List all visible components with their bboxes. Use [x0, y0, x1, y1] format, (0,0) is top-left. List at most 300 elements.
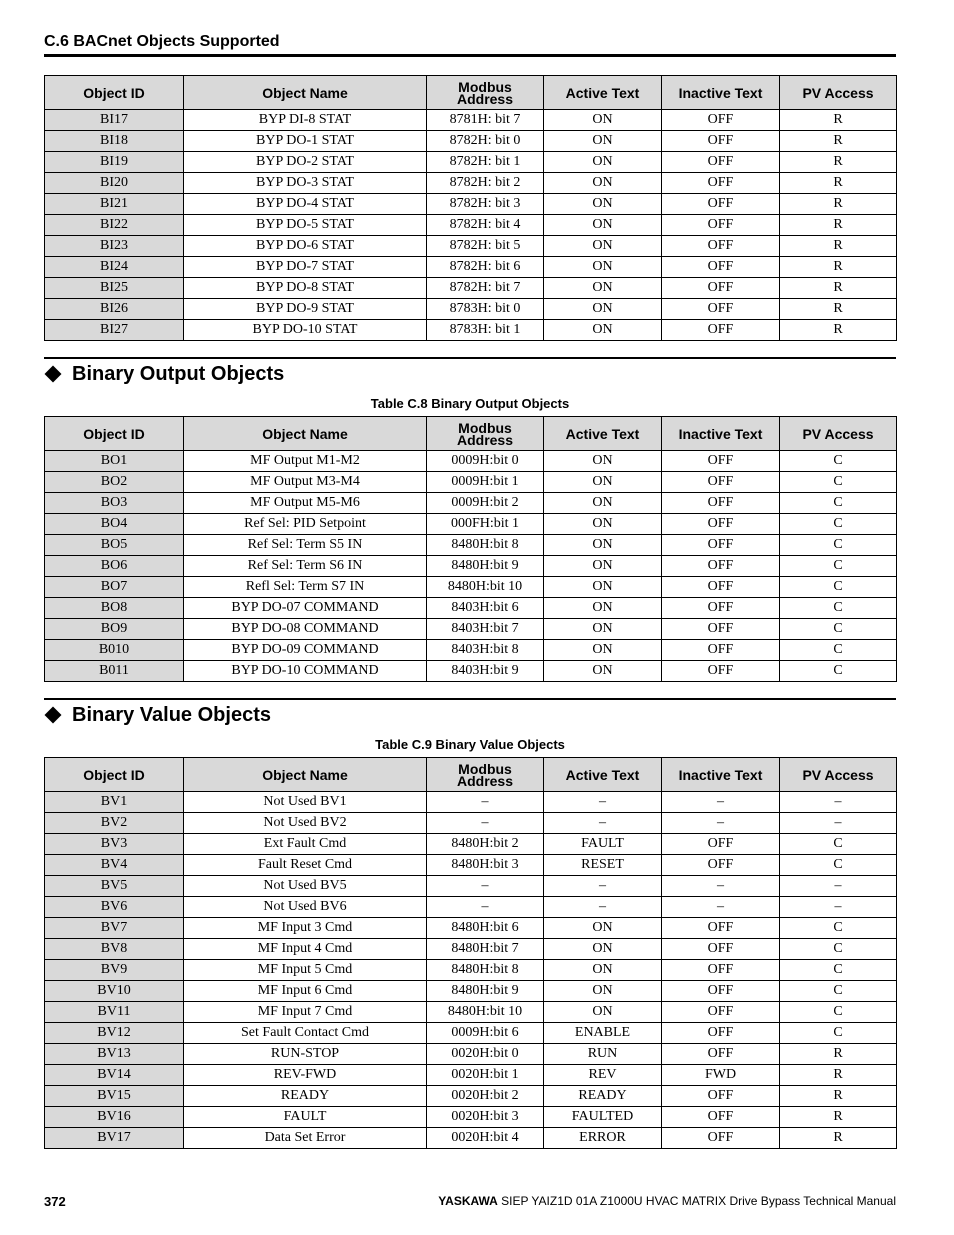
- cell-inactive-text: OFF: [662, 194, 780, 215]
- table-row: [45, 897, 897, 918]
- cell-active-text: ERROR: [544, 1128, 662, 1149]
- cell-active-text: ON: [544, 535, 662, 556]
- table-row: [45, 173, 897, 194]
- cell-object-id: BI25: [45, 278, 184, 299]
- cell-object-id: BO8: [45, 598, 184, 619]
- cell-pv-access: R: [780, 173, 897, 194]
- cell-object-id: BI26: [45, 299, 184, 320]
- cell-pv-access: R: [780, 194, 897, 215]
- table-row: [45, 960, 897, 981]
- table-binary-output: [44, 416, 897, 682]
- cell-object-name: Ref Sel: Term S5 IN: [184, 535, 427, 556]
- cell-object-id: BV1: [45, 792, 184, 813]
- header-object-name: Object Name: [184, 758, 427, 792]
- cell-object-id: BV17: [45, 1128, 184, 1149]
- cell-object-id: BI18: [45, 131, 184, 152]
- cell-object-id: B010: [45, 640, 184, 661]
- cell-modbus-address: 8782H: bit 6: [427, 257, 544, 278]
- cell-pv-access: R: [780, 152, 897, 173]
- cell-pv-access: C: [780, 598, 897, 619]
- heading-binary-value: [44, 702, 271, 728]
- header-inactive-text: Inactive Text: [662, 758, 780, 792]
- cell-object-name: MF Input 6 Cmd: [184, 981, 427, 1002]
- header-pv-access: PV Access: [780, 417, 897, 451]
- cell-modbus-address: 8403H:bit 9: [427, 661, 544, 682]
- cell-object-id: BO9: [45, 619, 184, 640]
- cell-pv-access: –: [780, 876, 897, 897]
- cell-pv-access: C: [780, 918, 897, 939]
- cell-modbus-address: –: [427, 876, 544, 897]
- cell-inactive-text: OFF: [662, 918, 780, 939]
- cell-active-text: ON: [544, 278, 662, 299]
- cell-inactive-text: OFF: [662, 1023, 780, 1044]
- cell-pv-access: R: [780, 110, 897, 131]
- footer-brand: YASKAWA: [438, 1194, 498, 1208]
- cell-modbus-address: 8782H: bit 4: [427, 215, 544, 236]
- cell-object-name: BYP DO-10 COMMAND: [184, 661, 427, 682]
- cell-inactive-text: OFF: [662, 577, 780, 598]
- table-row: [45, 792, 897, 813]
- cell-object-id: BV3: [45, 834, 184, 855]
- cell-active-text: ON: [544, 320, 662, 341]
- cell-inactive-text: OFF: [662, 535, 780, 556]
- heading-text: Binary Output Objects: [72, 362, 285, 385]
- table-row: [45, 472, 897, 493]
- cell-modbus-address: 8783H: bit 1: [427, 320, 544, 341]
- cell-modbus-address: 0020H:bit 3: [427, 1107, 544, 1128]
- table-row: [45, 813, 897, 834]
- cell-object-id: BV15: [45, 1086, 184, 1107]
- cell-modbus-address: –: [427, 897, 544, 918]
- cell-active-text: ON: [544, 556, 662, 577]
- cell-object-id: BV11: [45, 1002, 184, 1023]
- cell-pv-access: C: [780, 960, 897, 981]
- cell-object-name: BYP DO-07 COMMAND: [184, 598, 427, 619]
- cell-object-name: RUN-STOP: [184, 1044, 427, 1065]
- cell-inactive-text: OFF: [662, 834, 780, 855]
- cell-active-text: ON: [544, 131, 662, 152]
- header-object-name: Object Name: [184, 417, 427, 451]
- divider-rule: [44, 698, 896, 700]
- cell-object-id: BV12: [45, 1023, 184, 1044]
- table-row: [45, 577, 897, 598]
- cell-inactive-text: OFF: [662, 451, 780, 472]
- header-inactive-text: Inactive Text: [662, 76, 780, 110]
- cell-modbus-address: 8403H:bit 7: [427, 619, 544, 640]
- diamond-icon: [45, 366, 62, 383]
- cell-pv-access: R: [780, 1086, 897, 1107]
- cell-pv-access: –: [780, 897, 897, 918]
- cell-active-text: –: [544, 792, 662, 813]
- cell-inactive-text: –: [662, 792, 780, 813]
- cell-inactive-text: OFF: [662, 939, 780, 960]
- cell-modbus-address: 8782H: bit 0: [427, 131, 544, 152]
- cell-active-text: ON: [544, 640, 662, 661]
- cell-pv-access: C: [780, 577, 897, 598]
- cell-pv-access: C: [780, 661, 897, 682]
- cell-object-id: BI24: [45, 257, 184, 278]
- cell-active-text: ON: [544, 194, 662, 215]
- cell-object-id: BO1: [45, 451, 184, 472]
- header-pv-access: PV Access: [780, 76, 897, 110]
- table-row: [45, 535, 897, 556]
- cell-object-name: Not Used BV5: [184, 876, 427, 897]
- cell-active-text: –: [544, 876, 662, 897]
- cell-modbus-address: 8480H:bit 9: [427, 981, 544, 1002]
- cell-active-text: FAULTED: [544, 1107, 662, 1128]
- cell-object-name: BYP DO-5 STAT: [184, 215, 427, 236]
- header-object-id: Object ID: [45, 76, 184, 110]
- cell-pv-access: R: [780, 299, 897, 320]
- cell-modbus-address: 0020H:bit 0: [427, 1044, 544, 1065]
- cell-active-text: REV: [544, 1065, 662, 1086]
- cell-object-id: BV2: [45, 813, 184, 834]
- cell-object-id: BI19: [45, 152, 184, 173]
- table-row: [45, 278, 897, 299]
- cell-inactive-text: OFF: [662, 152, 780, 173]
- heading-binary-output: [44, 361, 284, 387]
- cell-modbus-address: 0020H:bit 2: [427, 1086, 544, 1107]
- cell-object-id: BV6: [45, 897, 184, 918]
- cell-modbus-address: –: [427, 792, 544, 813]
- cell-inactive-text: OFF: [662, 1128, 780, 1149]
- cell-object-name: BYP DO-3 STAT: [184, 173, 427, 194]
- cell-pv-access: C: [780, 556, 897, 577]
- cell-pv-access: R: [780, 215, 897, 236]
- cell-inactive-text: OFF: [662, 131, 780, 152]
- table-caption: Table C.9 Binary Value Objects: [375, 737, 565, 752]
- footer-manual-title: [438, 1194, 896, 1208]
- cell-inactive-text: –: [662, 813, 780, 834]
- cell-object-id: BV16: [45, 1107, 184, 1128]
- cell-modbus-address: 0020H:bit 1: [427, 1065, 544, 1086]
- cell-object-name: BYP DO-1 STAT: [184, 131, 427, 152]
- cell-active-text: ON: [544, 577, 662, 598]
- heading-text: Binary Value Objects: [72, 703, 271, 726]
- table-row: [45, 1065, 897, 1086]
- cell-active-text: ON: [544, 173, 662, 194]
- header-inactive-text: Inactive Text: [662, 417, 780, 451]
- table-header-row: [45, 417, 897, 451]
- header-modbus-address: Modbus Address: [427, 758, 544, 792]
- cell-inactive-text: OFF: [662, 257, 780, 278]
- cell-pv-access: R: [780, 320, 897, 341]
- cell-active-text: ON: [544, 152, 662, 173]
- cell-active-text: ENABLE: [544, 1023, 662, 1044]
- cell-inactive-text: –: [662, 876, 780, 897]
- cell-modbus-address: 8782H: bit 2: [427, 173, 544, 194]
- cell-active-text: –: [544, 813, 662, 834]
- cell-object-id: BV10: [45, 981, 184, 1002]
- cell-inactive-text: FWD: [662, 1065, 780, 1086]
- cell-object-name: MF Input 5 Cmd: [184, 960, 427, 981]
- cell-inactive-text: OFF: [662, 598, 780, 619]
- table-row: [45, 939, 897, 960]
- cell-inactive-text: OFF: [662, 299, 780, 320]
- cell-pv-access: –: [780, 792, 897, 813]
- table-row: [45, 131, 897, 152]
- header-pv-access: PV Access: [780, 758, 897, 792]
- cell-object-id: BO2: [45, 472, 184, 493]
- cell-modbus-address: 8403H:bit 8: [427, 640, 544, 661]
- cell-object-name: Refl Sel: Term S7 IN: [184, 577, 427, 598]
- header-object-id: Object ID: [45, 758, 184, 792]
- cell-modbus-address: 8480H:bit 3: [427, 855, 544, 876]
- cell-object-id: BI17: [45, 110, 184, 131]
- cell-object-id: BO5: [45, 535, 184, 556]
- cell-object-id: BO4: [45, 514, 184, 535]
- cell-pv-access: C: [780, 451, 897, 472]
- cell-pv-access: R: [780, 1128, 897, 1149]
- cell-active-text: ON: [544, 451, 662, 472]
- cell-modbus-address: 8403H:bit 6: [427, 598, 544, 619]
- section-rule: [44, 54, 896, 57]
- cell-inactive-text: OFF: [662, 556, 780, 577]
- cell-object-name: Set Fault Contact Cmd: [184, 1023, 427, 1044]
- table-row: [45, 514, 897, 535]
- cell-object-name: Fault Reset Cmd: [184, 855, 427, 876]
- cell-pv-access: R: [780, 1065, 897, 1086]
- cell-modbus-address: 8480H:bit 7: [427, 939, 544, 960]
- cell-inactive-text: –: [662, 897, 780, 918]
- table-row: [45, 598, 897, 619]
- cell-object-name: BYP DI-8 STAT: [184, 110, 427, 131]
- cell-modbus-address: 8782H: bit 7: [427, 278, 544, 299]
- cell-pv-access: C: [780, 1023, 897, 1044]
- cell-inactive-text: OFF: [662, 110, 780, 131]
- cell-object-name: BYP DO-10 STAT: [184, 320, 427, 341]
- cell-modbus-address: 8480H:bit 8: [427, 960, 544, 981]
- table-row: [45, 1044, 897, 1065]
- cell-inactive-text: OFF: [662, 493, 780, 514]
- cell-inactive-text: OFF: [662, 619, 780, 640]
- cell-modbus-address: 8480H:bit 8: [427, 535, 544, 556]
- cell-inactive-text: OFF: [662, 661, 780, 682]
- header-modbus-address: Modbus Address: [427, 417, 544, 451]
- cell-active-text: ON: [544, 215, 662, 236]
- cell-object-name: MF Output M1-M2: [184, 451, 427, 472]
- cell-pv-access: C: [780, 834, 897, 855]
- cell-object-name: READY: [184, 1086, 427, 1107]
- cell-inactive-text: OFF: [662, 472, 780, 493]
- table-row: [45, 876, 897, 897]
- table-header-row: [45, 76, 897, 110]
- cell-object-name: BYP DO-6 STAT: [184, 236, 427, 257]
- cell-modbus-address: 0009H:bit 1: [427, 472, 544, 493]
- cell-modbus-address: 0009H:bit 6: [427, 1023, 544, 1044]
- cell-pv-access: –: [780, 813, 897, 834]
- cell-modbus-address: 8782H: bit 5: [427, 236, 544, 257]
- cell-active-text: ON: [544, 661, 662, 682]
- cell-pv-access: C: [780, 472, 897, 493]
- header-object-name: Object Name: [184, 76, 427, 110]
- page-number: 372: [44, 1194, 66, 1209]
- cell-object-id: BV5: [45, 876, 184, 897]
- cell-object-name: Not Used BV2: [184, 813, 427, 834]
- cell-object-name: Not Used BV6: [184, 897, 427, 918]
- cell-pv-access: C: [780, 1002, 897, 1023]
- cell-modbus-address: 8782H: bit 3: [427, 194, 544, 215]
- cell-modbus-address: 000FH:bit 1: [427, 514, 544, 535]
- cell-pv-access: R: [780, 257, 897, 278]
- cell-object-name: MF Input 3 Cmd: [184, 918, 427, 939]
- diamond-icon: [45, 707, 62, 724]
- cell-object-name: Ref Sel: PID Setpoint: [184, 514, 427, 535]
- cell-active-text: RUN: [544, 1044, 662, 1065]
- cell-object-name: Not Used BV1: [184, 792, 427, 813]
- cell-active-text: ON: [544, 939, 662, 960]
- cell-inactive-text: OFF: [662, 320, 780, 341]
- cell-modbus-address: 8782H: bit 1: [427, 152, 544, 173]
- cell-object-name: MF Output M5-M6: [184, 493, 427, 514]
- cell-modbus-address: 0009H:bit 0: [427, 451, 544, 472]
- table-row: [45, 619, 897, 640]
- table-row: [45, 110, 897, 131]
- table-caption: Table C.8 Binary Output Objects: [370, 396, 570, 411]
- cell-object-name: Ext Fault Cmd: [184, 834, 427, 855]
- cell-inactive-text: OFF: [662, 1086, 780, 1107]
- cell-object-name: Data Set Error: [184, 1128, 427, 1149]
- cell-object-id: BV13: [45, 1044, 184, 1065]
- cell-inactive-text: OFF: [662, 236, 780, 257]
- cell-object-name: FAULT: [184, 1107, 427, 1128]
- cell-object-id: BI27: [45, 320, 184, 341]
- header-active-text: Active Text: [544, 417, 662, 451]
- header-modbus-address: Modbus Address: [427, 76, 544, 110]
- cell-active-text: RESET: [544, 855, 662, 876]
- cell-inactive-text: OFF: [662, 514, 780, 535]
- cell-pv-access: C: [780, 981, 897, 1002]
- cell-active-text: ON: [544, 514, 662, 535]
- divider-rule: [44, 357, 896, 359]
- cell-pv-access: C: [780, 493, 897, 514]
- cell-object-id: BV14: [45, 1065, 184, 1086]
- cell-object-id: BV4: [45, 855, 184, 876]
- cell-active-text: READY: [544, 1086, 662, 1107]
- cell-modbus-address: 8781H: bit 7: [427, 110, 544, 131]
- cell-active-text: ON: [544, 981, 662, 1002]
- header-active-text: Active Text: [544, 76, 662, 110]
- cell-inactive-text: OFF: [662, 981, 780, 1002]
- cell-pv-access: R: [780, 236, 897, 257]
- cell-object-name: BYP DO-08 COMMAND: [184, 619, 427, 640]
- cell-object-id: BI22: [45, 215, 184, 236]
- cell-object-id: BV7: [45, 918, 184, 939]
- cell-object-id: BI21: [45, 194, 184, 215]
- cell-inactive-text: OFF: [662, 1002, 780, 1023]
- cell-modbus-address: 8783H: bit 0: [427, 299, 544, 320]
- cell-inactive-text: OFF: [662, 278, 780, 299]
- table-row: [45, 556, 897, 577]
- cell-pv-access: R: [780, 131, 897, 152]
- table-header-row: [45, 758, 897, 792]
- cell-object-id: BI20: [45, 173, 184, 194]
- cell-active-text: ON: [544, 110, 662, 131]
- header-active-text: Active Text: [544, 758, 662, 792]
- cell-object-name: BYP DO-8 STAT: [184, 278, 427, 299]
- cell-modbus-address: 8480H:bit 2: [427, 834, 544, 855]
- cell-active-text: ON: [544, 918, 662, 939]
- table-row: [45, 834, 897, 855]
- cell-active-text: ON: [544, 257, 662, 278]
- cell-pv-access: C: [780, 514, 897, 535]
- cell-active-text: ON: [544, 493, 662, 514]
- cell-inactive-text: OFF: [662, 640, 780, 661]
- table-row: [45, 1086, 897, 1107]
- cell-active-text: ON: [544, 619, 662, 640]
- cell-modbus-address: 8480H:bit 10: [427, 577, 544, 598]
- table-row: [45, 855, 897, 876]
- cell-pv-access: C: [780, 855, 897, 876]
- cell-object-name: BYP DO-2 STAT: [184, 152, 427, 173]
- cell-object-id: BO3: [45, 493, 184, 514]
- table-row: [45, 236, 897, 257]
- cell-object-name: MF Input 4 Cmd: [184, 939, 427, 960]
- cell-object-id: BO7: [45, 577, 184, 598]
- cell-pv-access: C: [780, 640, 897, 661]
- table-row: [45, 1002, 897, 1023]
- cell-active-text: ON: [544, 598, 662, 619]
- table-binary-value: [44, 757, 897, 1149]
- cell-pv-access: C: [780, 535, 897, 556]
- table-row: [45, 451, 897, 472]
- cell-inactive-text: OFF: [662, 855, 780, 876]
- cell-pv-access: C: [780, 619, 897, 640]
- cell-inactive-text: OFF: [662, 960, 780, 981]
- cell-object-id: BV8: [45, 939, 184, 960]
- cell-active-text: ON: [544, 472, 662, 493]
- table-row: [45, 194, 897, 215]
- cell-object-name: MF Input 7 Cmd: [184, 1002, 427, 1023]
- table-row: [45, 981, 897, 1002]
- cell-pv-access: R: [780, 1107, 897, 1128]
- cell-object-name: BYP DO-09 COMMAND: [184, 640, 427, 661]
- cell-modbus-address: 0020H:bit 4: [427, 1128, 544, 1149]
- table-row: [45, 152, 897, 173]
- cell-object-id: B011: [45, 661, 184, 682]
- table-row: [45, 1107, 897, 1128]
- cell-active-text: ON: [544, 236, 662, 257]
- cell-modbus-address: 8480H:bit 10: [427, 1002, 544, 1023]
- cell-inactive-text: OFF: [662, 173, 780, 194]
- cell-modbus-address: 8480H:bit 6: [427, 918, 544, 939]
- cell-object-name: BYP DO-4 STAT: [184, 194, 427, 215]
- table-row: [45, 257, 897, 278]
- cell-object-name: BYP DO-7 STAT: [184, 257, 427, 278]
- table-row: [45, 1023, 897, 1044]
- header-object-id: Object ID: [45, 417, 184, 451]
- cell-object-id: BV9: [45, 960, 184, 981]
- table-row: [45, 918, 897, 939]
- cell-inactive-text: OFF: [662, 1107, 780, 1128]
- cell-inactive-text: OFF: [662, 215, 780, 236]
- cell-active-text: ON: [544, 960, 662, 981]
- cell-modbus-address: 0009H:bit 2: [427, 493, 544, 514]
- cell-object-name: Ref Sel: Term S6 IN: [184, 556, 427, 577]
- cell-object-name: REV-FWD: [184, 1065, 427, 1086]
- cell-pv-access: R: [780, 278, 897, 299]
- table-row: [45, 215, 897, 236]
- section-header: C.6 BACnet Objects Supported: [44, 33, 280, 50]
- table-row: [45, 320, 897, 341]
- table-binary-input: [44, 75, 897, 341]
- table-row: [45, 640, 897, 661]
- cell-inactive-text: OFF: [662, 1044, 780, 1065]
- table-row: [45, 493, 897, 514]
- footer-title-text: SIEP YAIZ1D 01A Z1000U HVAC MATRIX Drive Bypass Technical Manual: [497, 1194, 896, 1208]
- table-row: [45, 299, 897, 320]
- cell-pv-access: R: [780, 1044, 897, 1065]
